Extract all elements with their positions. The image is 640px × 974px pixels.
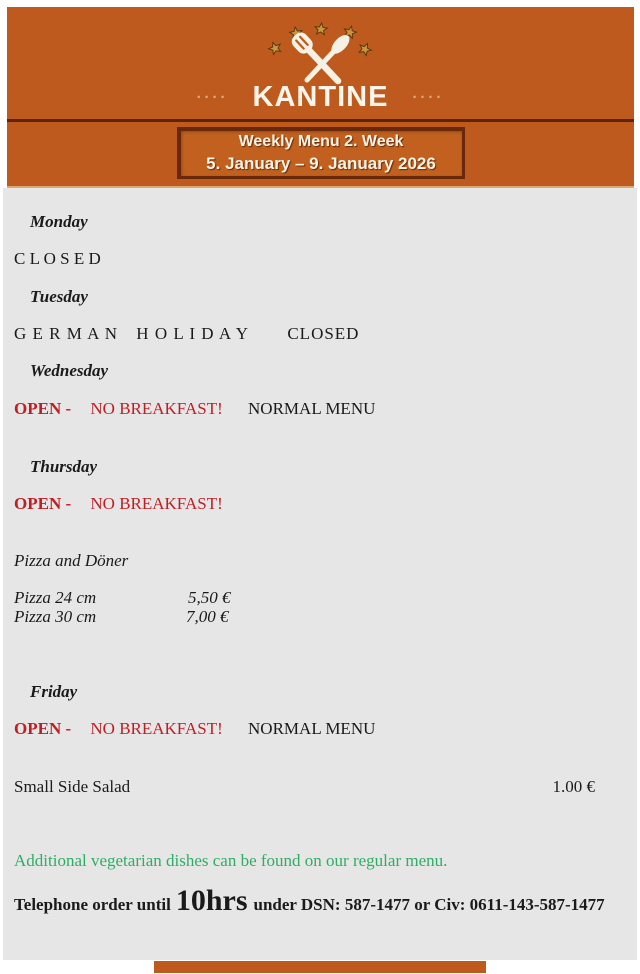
monday-label: Monday (30, 212, 88, 231)
pizza-item-row (0, 607, 640, 627)
stars-icon (267, 22, 373, 56)
tuesday-status-holiday: H O L I D A Y (136, 324, 250, 343)
wednesday-normal-menu: NORMAL MENU (248, 399, 376, 418)
brand-title: KANTINE (252, 81, 389, 113)
pizza-item-price: 5,50 € (188, 588, 231, 607)
tuesday-label: Tuesday (30, 287, 88, 306)
pizza-item-name: Pizza 30 cm (14, 607, 97, 626)
thursday-status (14, 494, 223, 514)
friday-no-breakfast: NO BREAKFAST! (90, 719, 223, 738)
wednesday-open: OPEN - (14, 399, 72, 418)
brand-row (7, 81, 634, 114)
tuesday-status-german: G E R M A N (14, 324, 119, 343)
decor-dots-right: ···· (412, 89, 445, 106)
wednesday-status (14, 399, 375, 419)
next-page-banner-edge (154, 961, 486, 973)
kantine-logo-icon (221, 18, 421, 90)
header-banner (7, 7, 634, 119)
monday-status: C L O S E D (14, 249, 101, 268)
subheader-band (7, 119, 634, 188)
phone-order-numbers: under DSN: 587-1477 or Civ: 0611-143-587-1477 (253, 895, 605, 914)
friday-label: Friday (30, 682, 78, 701)
vegetarian-note: Additional vegetarian dishes can be found on our regular menu. (14, 851, 448, 870)
salad-row (0, 777, 640, 797)
salad-price: 1.00 € (552, 777, 595, 796)
friday-open: OPEN - (14, 719, 72, 738)
wednesday-label: Wednesday (30, 361, 109, 380)
phone-order-time: 10hrs (175, 884, 248, 917)
salad-name: Small Side Salad (14, 777, 131, 796)
week-title: Weekly Menu 2. Week (238, 133, 404, 151)
pizza-item-name: Pizza 24 cm (14, 588, 97, 607)
thursday-open: OPEN - (14, 494, 72, 513)
friday-status (14, 719, 375, 739)
pizza-section-heading: Pizza and Döner (14, 551, 129, 570)
crossed-utensils-icon (289, 30, 351, 81)
thursday-label: Thursday (30, 457, 98, 476)
menu-body-background (3, 188, 637, 960)
pizza-item-price: 7,00 € (186, 607, 229, 626)
phone-order-prefix: Telephone order until (14, 895, 171, 914)
week-title-box (177, 127, 465, 179)
thursday-no-breakfast: NO BREAKFAST! (90, 494, 223, 513)
tuesday-status-closed: CLOSED (287, 324, 360, 343)
pizza-item-row (0, 588, 640, 608)
friday-normal-menu: NORMAL MENU (248, 719, 376, 738)
decor-dots-left: ···· (196, 89, 229, 106)
phone-order-line (14, 884, 605, 918)
week-date-range: 5. January – 9. January 2026 (206, 153, 436, 173)
tuesday-status (14, 324, 359, 344)
wednesday-no-breakfast: NO BREAKFAST! (90, 399, 223, 418)
